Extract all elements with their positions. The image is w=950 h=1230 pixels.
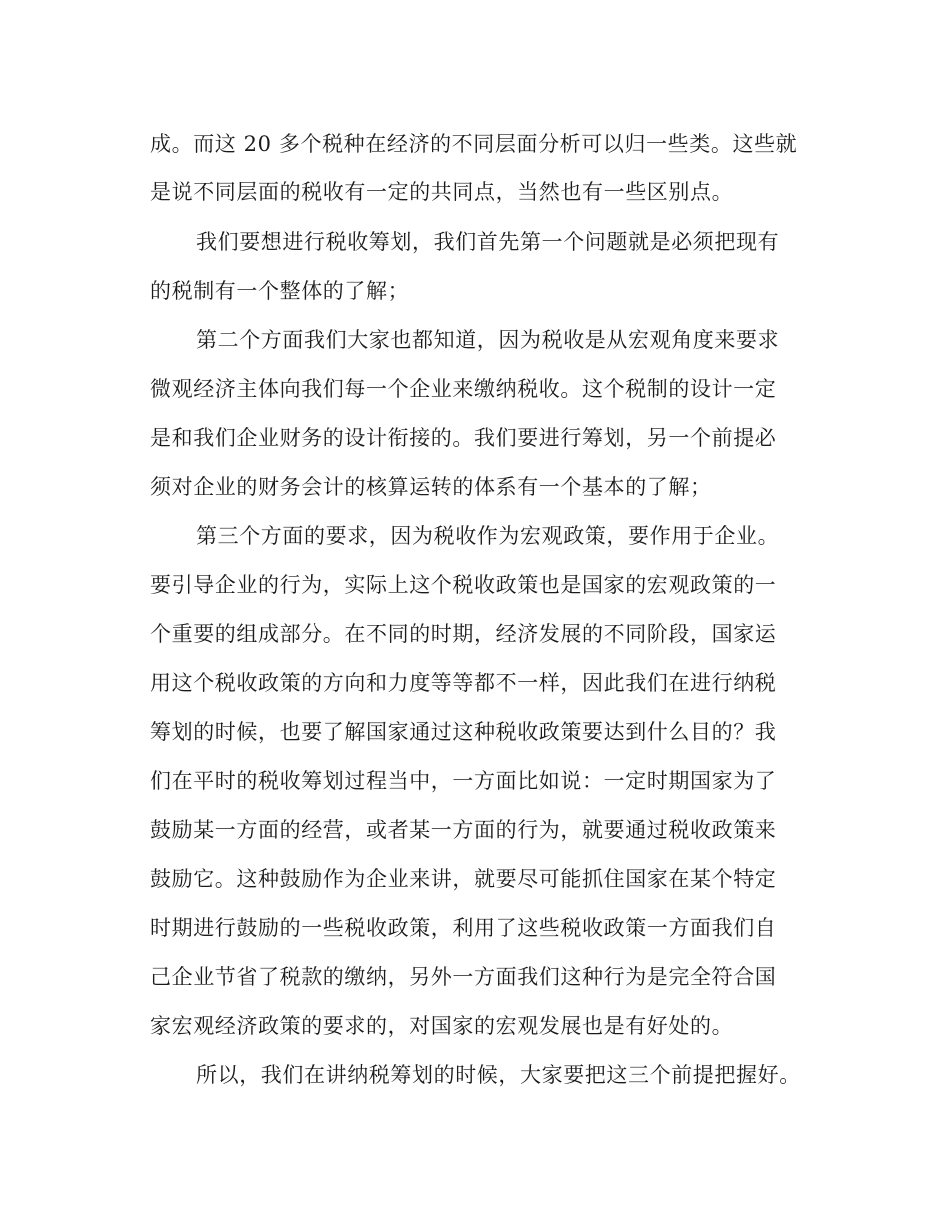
text-line-13: 筹划的时候，也要了解国家通过这种税收政策要达到什么目的？我 [150, 720, 777, 744]
text-line-4: 的税制有一个整体的了解； [150, 279, 410, 303]
text-line-11: 个重要的组成部分。在不同的时期，经济发展的不同阶段，国家运 [150, 622, 777, 646]
text-line-16: 鼓励它。这种鼓励作为企业来讲，就要尽可能抓住国家在某个特定 [150, 867, 777, 891]
text-line-5: 第二个方面我们大家也都知道，因为税收是从宏观角度来要求 [196, 328, 780, 352]
text-line-10: 要引导企业的行为，实际上这个税收政策也是国家的宏观政策的一 [150, 573, 777, 597]
text-line-2: 是说不同层面的税收有一定的共同点，当然也有一些区别点。 [150, 180, 734, 204]
text-line-19: 家宏观经济政策的要求的，对国家的宏观发展也是有好处的。 [150, 1014, 734, 1038]
text-line-14: 们在平时的税收筹划过程当中，一方面比如说：一定时期国家为了 [150, 769, 777, 793]
text-line-12: 用这个税收政策的方向和力度等等都不一样，因此我们在进行纳税 [150, 671, 777, 695]
text-line-20: 所以，我们在讲纳税筹划的时候，大家要把这三个前提把握好。 [196, 1063, 801, 1087]
text-line-8: 须对企业的财务会计的核算运转的体系有一个基本的了解； [150, 475, 712, 499]
text-line-1: 成。而这 20 多个税种在经济的不同层面分析可以归一些类。这些就 [150, 132, 798, 156]
text-line-17: 时期进行鼓励的一些税收政策，利用了这些税收政策一方面我们自 [150, 916, 777, 940]
text-line-7: 是和我们企业财务的设计衔接的。我们要进行筹划，另一个前提必 [150, 426, 777, 450]
text-line-15: 鼓励某一方面的经营，或者某一方面的行为，就要通过税收政策来 [150, 818, 777, 842]
text-line-18: 己企业节省了税款的缴纳，另外一方面我们这种行为是完全符合国 [150, 965, 777, 989]
text-line-9: 第三个方面的要求，因为税收作为宏观政策，要作用于企业。 [196, 524, 780, 548]
text-line-3: 我们要想进行税收筹划，我们首先第一个问题就是必须把现有 [196, 230, 780, 254]
text-line-6: 微观经济主体向我们每一个企业来缴纳税收。这个税制的设计一定 [150, 377, 777, 401]
